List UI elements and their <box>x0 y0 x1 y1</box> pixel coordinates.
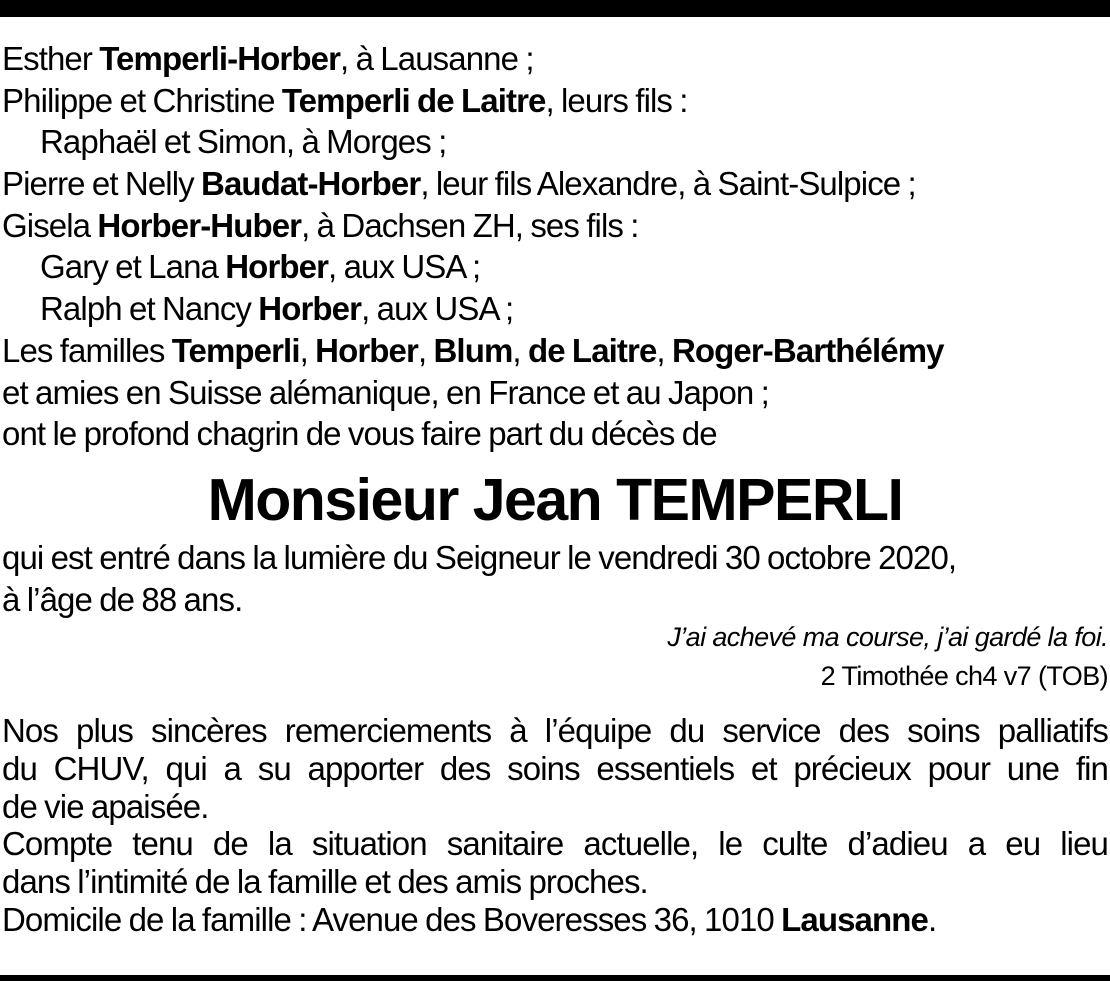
family-line <box>2 80 1108 122</box>
family-text: Pierre et Nelly <box>2 165 202 203</box>
deceased-name: Monsieur Jean TEMPERLI <box>207 467 903 533</box>
family-surname: Temperli-Horber <box>99 40 341 77</box>
family-surname: Temperli de Laitre <box>281 81 546 119</box>
family-list <box>2 38 1108 455</box>
family-text: , aux USA ; <box>361 290 514 328</box>
death-details <box>2 537 1108 620</box>
family-text: Philippe et Christine <box>2 81 282 119</box>
thanks-line: de vie apaisée. <box>2 787 209 825</box>
family-text: , <box>656 331 672 369</box>
ceremony-line: dans l’intimité de la famille et des amis proches. <box>2 863 648 901</box>
family-text: , à Dachsen ZH, ses fils : <box>301 206 639 244</box>
family-text: et amies en Suisse alémanique, en France et au Japon ; <box>2 373 769 411</box>
announcement-text: ont le profond chagrin de vous faire part du décès de <box>2 415 717 453</box>
family-surname: de Laitre <box>527 331 657 369</box>
family-text: Gisela <box>2 206 98 244</box>
age-line: à l’âge de 88 ans. <box>2 580 243 618</box>
family-line <box>2 121 1108 163</box>
family-line <box>2 372 1108 414</box>
family-line <box>2 38 1108 80</box>
ceremony-line: Compte tenu de la situation sanitaire actuelle, le culte d’adieu a eu lieu <box>2 825 1108 863</box>
family-text: Raphaël et Simon, à Morges ; <box>40 123 447 161</box>
bottom-border-rule <box>0 975 1110 981</box>
family-text: Esther <box>2 40 100 77</box>
address-text: . <box>927 900 937 938</box>
family-text: , aux USA ; <box>328 248 481 286</box>
family-text: Les familles <box>2 331 172 369</box>
family-surname: Temperli <box>171 331 300 369</box>
death-date-line: qui est entré dans la lumière du Seigneur le vendredi 30 octobre 2020, <box>2 539 957 576</box>
family-surname: Baudat-Horber <box>201 165 421 203</box>
family-line <box>2 246 1108 288</box>
family-text: , à Lausanne ; <box>340 40 534 77</box>
top-border-rule <box>0 0 1110 17</box>
thanks-line: Nos plus sincères remerciements à l’équipe du service des soins palliatifs <box>2 712 1108 749</box>
thanks-section <box>2 712 1108 939</box>
address-line <box>2 901 1108 939</box>
address-city: Lausanne <box>781 900 928 938</box>
bible-quote <box>667 618 1108 696</box>
family-text: Ralph et Nancy <box>40 290 259 328</box>
family-surname: Horber <box>258 290 362 328</box>
family-text: , <box>299 331 316 369</box>
family-surname: Horber <box>225 248 329 286</box>
quote-text: J’ai achevé ma course, j’ai gardé la foi. <box>667 622 1108 652</box>
thanks-line: du CHUV, qui a su apporter des soins essentiels et précieux pour une fin <box>2 749 1108 787</box>
family-surname: Horber <box>315 331 418 369</box>
family-line <box>2 163 1108 205</box>
family-surname: Roger-Barthélémy <box>671 331 944 369</box>
family-line <box>2 330 1108 372</box>
family-text: , leur fils Alexandre, à Saint-Sulpice ; <box>420 165 916 203</box>
family-text: Gary et Lana <box>40 248 226 286</box>
family-text: , <box>512 331 528 369</box>
family-line <box>2 288 1108 330</box>
quote-reference: 2 Timothée ch4 v7 (TOB) <box>820 661 1108 691</box>
family-line <box>2 205 1108 247</box>
family-text: , leurs fils : <box>545 81 688 119</box>
address-text: Domicile de la famille : Avenue des Boveresses 36, 1010 <box>2 900 782 938</box>
family-surname: Blum <box>433 331 513 369</box>
family-surname: Horber-Huber <box>97 206 302 244</box>
announcement-line <box>2 413 1108 455</box>
family-text: , <box>417 331 434 369</box>
